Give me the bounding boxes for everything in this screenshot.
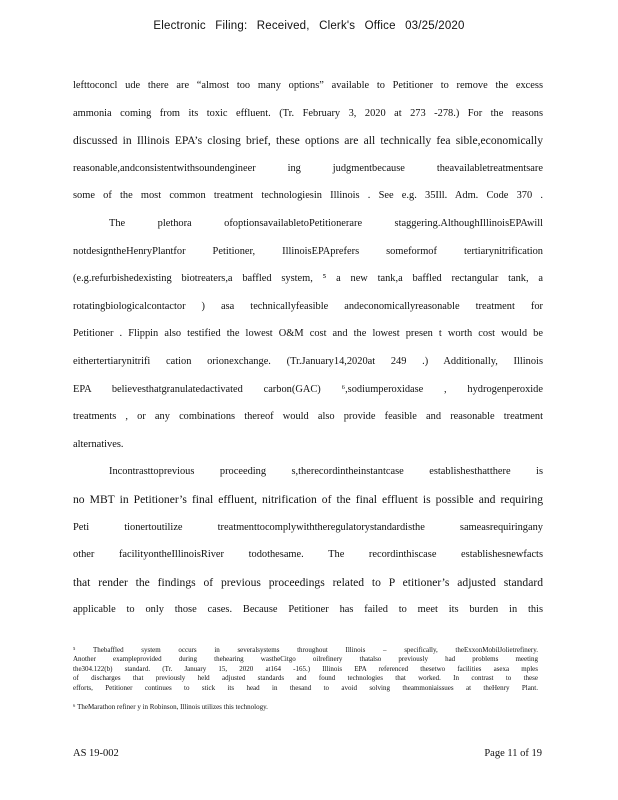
body-line-11: eithertertiarynitrifi cation orionexchange. (Tr.January14,2020at 249 .) Additionally, Illinois — [73, 355, 543, 367]
body-line-13: treatments , or any combinations thereof would also provide feasible and reasonable treatment — [73, 411, 543, 423]
body-line-14: alternatives. — [73, 438, 124, 450]
footnote-5-line-5: efforts, Petitioner continues to stick its head in thesand to avoid solving theammoniaissues at theHenry Plant. — [73, 683, 538, 692]
body-line-18: other facilityontheIllinoisRiver todothesame. The recordinthiscase establishesnewfacts — [73, 549, 543, 561]
body-line-9: rotatingbiologicalcontactor ) asa technicallyfeasible andeconomicallyreasonable treatment for — [73, 300, 543, 312]
footnote-separator — [73, 693, 538, 703]
body-line-19: that render the findings of previous proceedings related to P etitioner’s adjusted standard — [73, 575, 543, 589]
body-line-7: notdesigntheHenryPlantfor Petitioner, IllinoisEPAprefers someformof tertiarynitrification — [73, 245, 543, 257]
docket-number: AS 19-002 — [73, 748, 119, 759]
body-line-2: ammonia coming from its toxic effluent. (Tr. February 3, 2020 at 273 -278.) For the reasons — [73, 107, 543, 119]
body-line-17: Peti tionertoutilize treatmenttocomplywiththeregulatorystandardisthe sameasrequiringany — [73, 521, 543, 533]
body-line-8: (e.g.refurbishedexisting biotreaters,a baffled system, ⁵ a new tank,a baffled rectangular tank, a — [73, 273, 543, 285]
footnote-5-line-1: ⁵ Thebaffled system occurs in severalsystems throughout Illinois – specifically, theExxonMobilJolietrefinery. — [73, 646, 538, 654]
body-line-10: Petitioner . Flippin also testified the lowest O&M cost and the lowest presen t worth cost would be — [73, 328, 543, 340]
body-line-12: EPA believesthatgranulatedactivated carbon(GAC) ⁶,sodiumperoxidase , hydrogenperoxide — [73, 383, 543, 395]
body-line-6: The plethora ofoptionsavailabletoPetitionerare staggering.AlthoughIllinoisEPAwill — [109, 217, 543, 229]
footnote-6: ⁶ TheMarathon refiner y in Robinson, Illinois utilizes this technology. — [73, 703, 268, 712]
footnote-5-line-3: the304.122(b) standard. (Tr. January 15, 2020 at164 -165.) Illinois EPA referenced thesetwo facilities asexa mples — [73, 664, 538, 673]
body-text — [73, 72, 543, 624]
footnote-5-line-4: of discharges that previously held adjusted standards and found technologies that worked. In contrast to these — [73, 674, 538, 683]
body-line-15: Incontrasttoprevious proceeding s,therecordintheinstantcase establishesthatthere is — [109, 466, 543, 478]
body-line-3: discussed in Illinois EPA’s closing brief, these options are all technically fea sible,economically — [73, 134, 543, 148]
body-line-5: some of the most common treatment technologiesin Illinois . See e.g. 35Ill. Adm. Code 370 . — [73, 190, 543, 202]
page-number: Page 11 of 19 — [484, 748, 542, 759]
body-line-20: applicable to only those cases. Because Petitioner has failed to meet its burden in this — [73, 604, 543, 616]
body-line-4: reasonable,andconsistentwithsoundengineer ing judgmentbecause theavailabletreatmentsare — [73, 162, 543, 174]
footnotes — [73, 646, 538, 712]
filing-header: Electronic Filing: Received, Clerk's Office 03/25/2020 — [153, 20, 465, 32]
body-line-16: no MBT in Petitioner’s final effluent, nitrification of the final effluent is possible and requiring — [73, 492, 543, 506]
footnote-5-line-2: Another exampleprovided during thehearing wastheCitgo oilrefinery thatalso previously had problems meeting — [73, 655, 538, 664]
body-line-1: lefttoconcl ude there are “almost too many options” available to Petitioner to remove the excess — [73, 80, 543, 91]
